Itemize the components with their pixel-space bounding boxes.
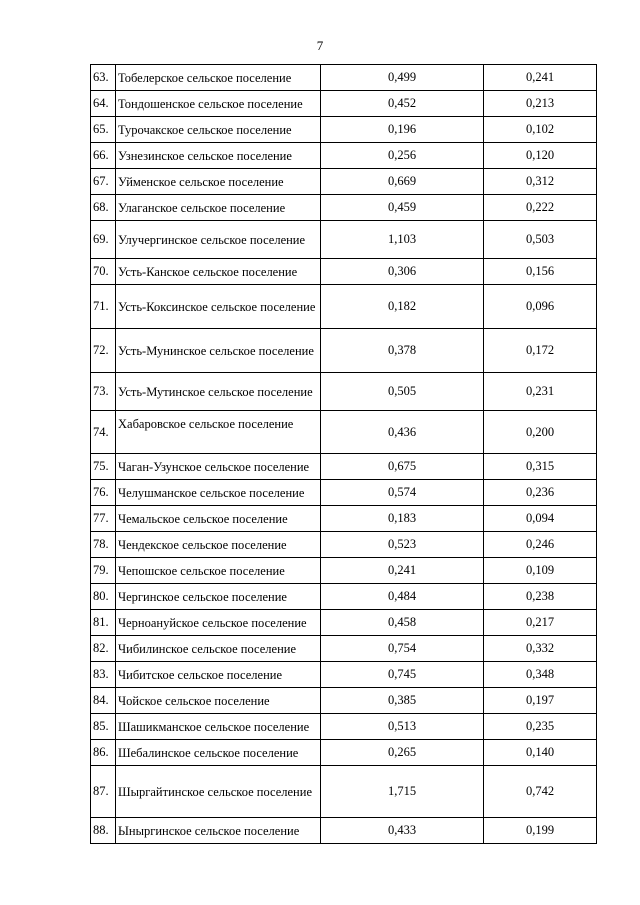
value-2-cell: 0,217 xyxy=(484,610,597,636)
row-number-cell: 73. xyxy=(91,373,116,411)
settlement-name-cell: Черноануйское сельское поселение xyxy=(116,610,321,636)
table-row xyxy=(91,221,597,259)
value-1-cell: 0,452 xyxy=(321,91,484,117)
value-2-cell: 0,503 xyxy=(484,221,597,259)
value-1-cell: 0,499 xyxy=(321,65,484,91)
settlement-name-cell: Хабаровское сельское поселение xyxy=(116,411,321,454)
value-2-cell: 0,246 xyxy=(484,532,597,558)
row-number-cell: 81. xyxy=(91,610,116,636)
table-row xyxy=(91,688,597,714)
settlement-name-cell: Шебалинское сельское поселение xyxy=(116,740,321,766)
settlement-name-cell: Улучергинское сельское поселение xyxy=(116,221,321,259)
row-number-cell: 70. xyxy=(91,259,116,285)
table-row xyxy=(91,506,597,532)
row-number-cell: 72. xyxy=(91,329,116,373)
row-number-cell: 71. xyxy=(91,285,116,329)
table-row xyxy=(91,195,597,221)
value-1-cell: 0,306 xyxy=(321,259,484,285)
value-1-cell: 0,183 xyxy=(321,506,484,532)
settlement-name-cell: Челушманское сельское поселение xyxy=(116,480,321,506)
table-row xyxy=(91,662,597,688)
row-number-cell: 85. xyxy=(91,714,116,740)
table-row xyxy=(91,411,597,454)
value-1-cell: 0,505 xyxy=(321,373,484,411)
value-2-cell: 0,172 xyxy=(484,329,597,373)
settlement-name-cell: Чойское сельское поселение xyxy=(116,688,321,714)
value-1-cell: 0,433 xyxy=(321,818,484,844)
table-row xyxy=(91,329,597,373)
value-1-cell: 0,745 xyxy=(321,662,484,688)
row-number-cell: 67. xyxy=(91,169,116,195)
settlements-table xyxy=(90,64,597,844)
table-row xyxy=(91,259,597,285)
row-number-cell: 82. xyxy=(91,636,116,662)
table-row xyxy=(91,532,597,558)
settlement-name-cell: Улаганское сельское поселение xyxy=(116,195,321,221)
row-number-cell: 74. xyxy=(91,411,116,454)
page-number: 7 xyxy=(316,38,324,53)
value-1-cell: 0,182 xyxy=(321,285,484,329)
value-2-cell: 0,348 xyxy=(484,662,597,688)
value-2-cell: 0,332 xyxy=(484,636,597,662)
settlement-name-cell: Чаган-Узунское сельское поселение xyxy=(116,454,321,480)
value-2-cell: 0,742 xyxy=(484,766,597,818)
value-2-cell: 0,156 xyxy=(484,259,597,285)
table-row xyxy=(91,636,597,662)
value-1-cell: 0,256 xyxy=(321,143,484,169)
table-row xyxy=(91,480,597,506)
row-number-cell: 65. xyxy=(91,117,116,143)
row-number-cell: 87. xyxy=(91,766,116,818)
settlement-name-cell: Ыныргинское сельское поселение xyxy=(116,818,321,844)
value-2-cell: 0,231 xyxy=(484,373,597,411)
table-row xyxy=(91,143,597,169)
table-row xyxy=(91,285,597,329)
value-2-cell: 0,109 xyxy=(484,558,597,584)
settlement-name-cell: Чибилинское сельское поселение xyxy=(116,636,321,662)
row-number-cell: 86. xyxy=(91,740,116,766)
table-row xyxy=(91,454,597,480)
table-row xyxy=(91,818,597,844)
table-row xyxy=(91,91,597,117)
settlement-name-cell: Уйменское сельское поселение xyxy=(116,169,321,195)
settlement-name-cell: Чибитское сельское поселение xyxy=(116,662,321,688)
value-1-cell: 0,513 xyxy=(321,714,484,740)
value-2-cell: 0,315 xyxy=(484,454,597,480)
value-1-cell: 0,484 xyxy=(321,584,484,610)
value-2-cell: 0,235 xyxy=(484,714,597,740)
table-row xyxy=(91,714,597,740)
row-number-cell: 78. xyxy=(91,532,116,558)
value-1-cell: 1,103 xyxy=(321,221,484,259)
value-1-cell: 0,459 xyxy=(321,195,484,221)
row-number-cell: 66. xyxy=(91,143,116,169)
row-number-cell: 69. xyxy=(91,221,116,259)
value-1-cell: 0,669 xyxy=(321,169,484,195)
settlement-name-cell: Тондошенское сельское поселение xyxy=(116,91,321,117)
value-1-cell: 0,265 xyxy=(321,740,484,766)
value-1-cell: 0,196 xyxy=(321,117,484,143)
row-number-cell: 77. xyxy=(91,506,116,532)
settlement-name-cell: Чемальское сельское поселение xyxy=(116,506,321,532)
table-row xyxy=(91,584,597,610)
value-1-cell: 1,715 xyxy=(321,766,484,818)
value-2-cell: 0,102 xyxy=(484,117,597,143)
table-row xyxy=(91,558,597,584)
row-number-cell: 84. xyxy=(91,688,116,714)
row-number-cell: 75. xyxy=(91,454,116,480)
value-2-cell: 0,222 xyxy=(484,195,597,221)
table-row xyxy=(91,610,597,636)
value-2-cell: 0,241 xyxy=(484,65,597,91)
settlement-name-cell: Турочакское сельское поселение xyxy=(116,117,321,143)
row-number-cell: 64. xyxy=(91,91,116,117)
value-2-cell: 0,213 xyxy=(484,91,597,117)
row-number-cell: 80. xyxy=(91,584,116,610)
value-2-cell: 0,238 xyxy=(484,584,597,610)
value-2-cell: 0,120 xyxy=(484,143,597,169)
value-1-cell: 0,574 xyxy=(321,480,484,506)
table-row xyxy=(91,169,597,195)
settlement-name-cell: Чепошское сельское поселение xyxy=(116,558,321,584)
value-2-cell: 0,312 xyxy=(484,169,597,195)
settlement-name-cell: Усть-Мутинское сельское поселение xyxy=(116,373,321,411)
table-row xyxy=(91,740,597,766)
table-body xyxy=(91,65,597,844)
value-2-cell: 0,094 xyxy=(484,506,597,532)
settlement-name-cell: Усть-Канское сельское поселение xyxy=(116,259,321,285)
value-2-cell: 0,197 xyxy=(484,688,597,714)
row-number-cell: 79. xyxy=(91,558,116,584)
row-number-cell: 88. xyxy=(91,818,116,844)
row-number-cell: 83. xyxy=(91,662,116,688)
row-number-cell: 76. xyxy=(91,480,116,506)
table-row xyxy=(91,373,597,411)
value-2-cell: 0,096 xyxy=(484,285,597,329)
table-row xyxy=(91,117,597,143)
value-1-cell: 0,675 xyxy=(321,454,484,480)
value-1-cell: 0,523 xyxy=(321,532,484,558)
value-2-cell: 0,199 xyxy=(484,818,597,844)
table-row xyxy=(91,65,597,91)
settlement-name-cell: Усть-Мунинское сельское поселение xyxy=(116,329,321,373)
value-1-cell: 0,241 xyxy=(321,558,484,584)
row-number-cell: 63. xyxy=(91,65,116,91)
table-row xyxy=(91,766,597,818)
settlement-name-cell: Узнезинское сельское поселение xyxy=(116,143,321,169)
settlement-name-cell: Шыргайтинское сельское поселение xyxy=(116,766,321,818)
value-2-cell: 0,200 xyxy=(484,411,597,454)
settlement-name-cell: Тобелерское сельское поселение xyxy=(116,65,321,91)
value-2-cell: 0,236 xyxy=(484,480,597,506)
value-1-cell: 0,436 xyxy=(321,411,484,454)
value-1-cell: 0,378 xyxy=(321,329,484,373)
value-1-cell: 0,385 xyxy=(321,688,484,714)
settlement-name-cell: Чергинское сельское поселение xyxy=(116,584,321,610)
settlement-name-cell: Шашикманское сельское поселение xyxy=(116,714,321,740)
settlement-name-cell: Усть-Коксинское сельское поселение xyxy=(116,285,321,329)
value-1-cell: 0,754 xyxy=(321,636,484,662)
value-1-cell: 0,458 xyxy=(321,610,484,636)
settlement-name-cell: Чендекское сельское поселение xyxy=(116,532,321,558)
value-2-cell: 0,140 xyxy=(484,740,597,766)
row-number-cell: 68. xyxy=(91,195,116,221)
